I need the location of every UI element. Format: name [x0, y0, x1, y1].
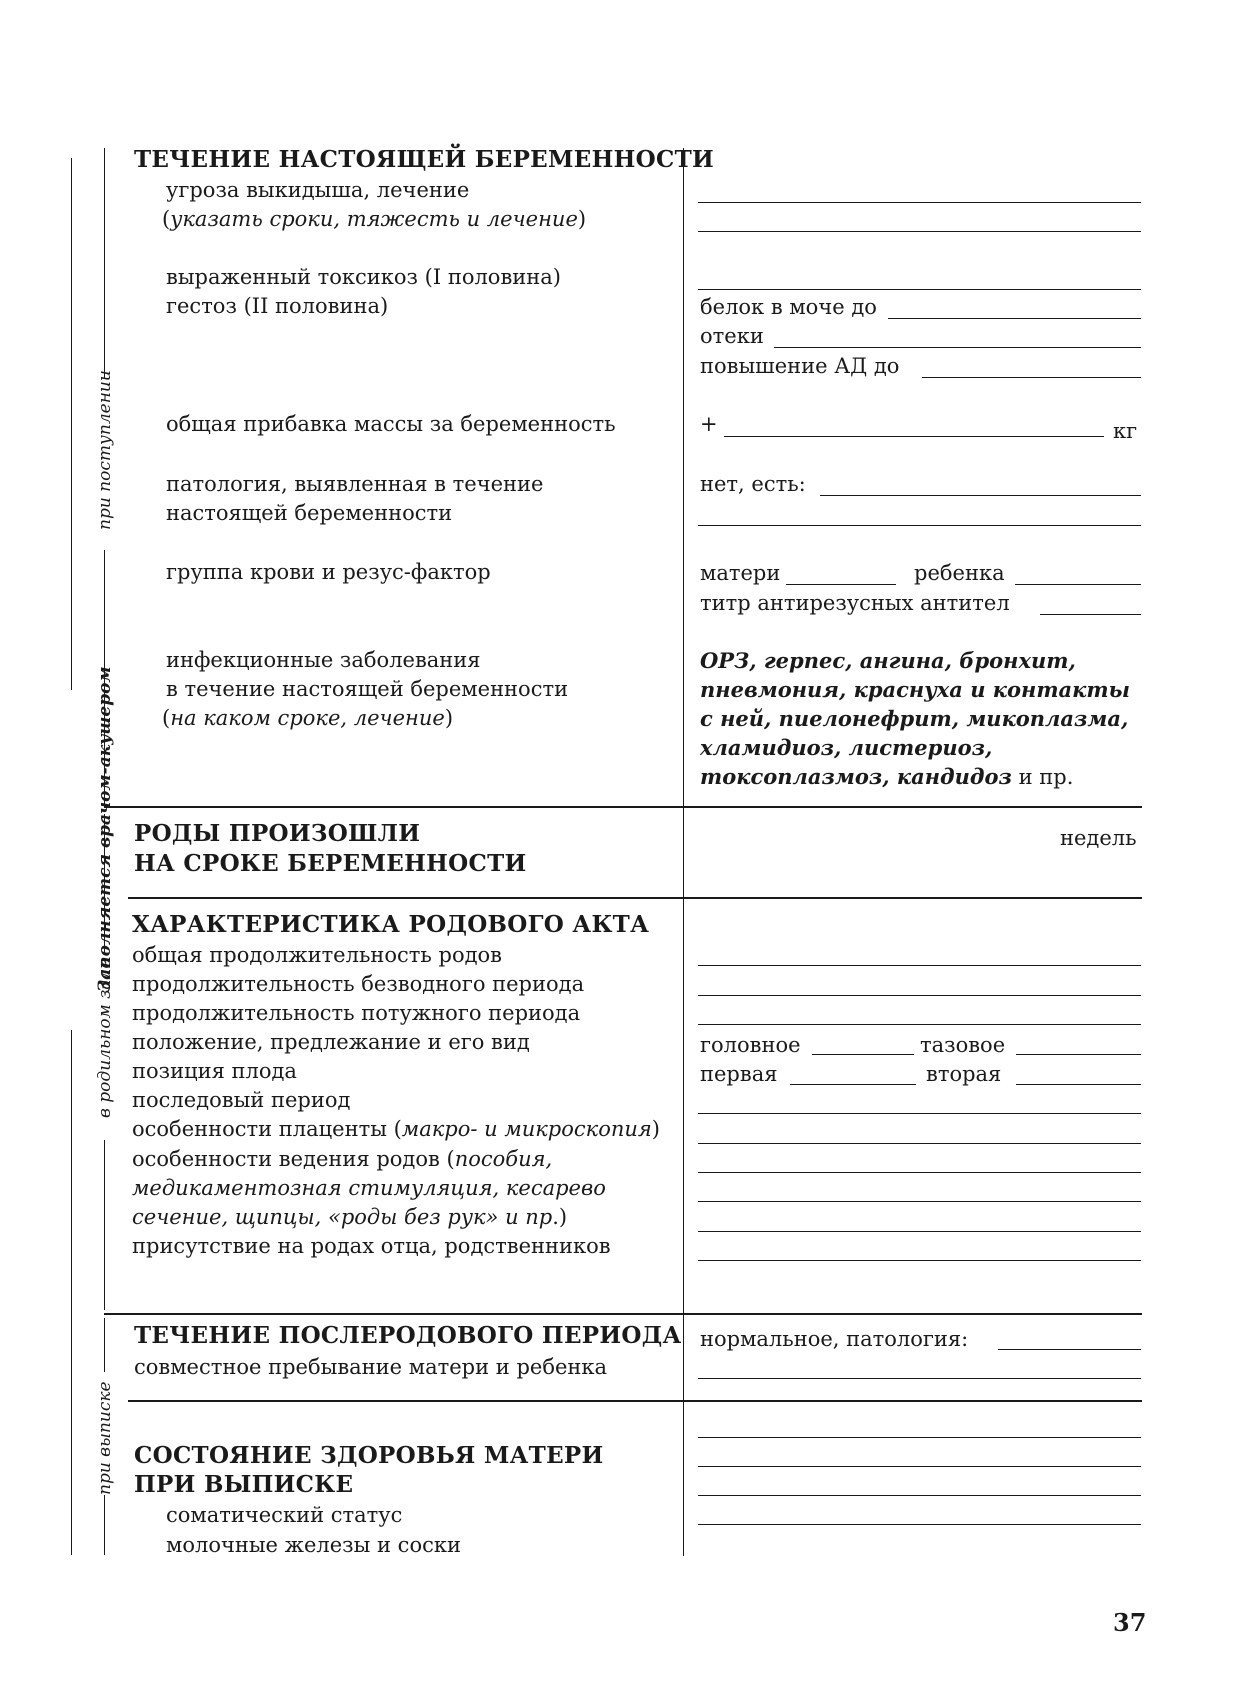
- mother-label: матери: [700, 561, 781, 585]
- inner-vertical-rule-4: [104, 1140, 105, 1310]
- mammary-label: молочные железы и соски: [166, 1533, 461, 1557]
- second-field-line[interactable]: [1016, 1084, 1141, 1085]
- section-title-discharge-line-1: СОСТОЯНИЕ ЗДОРОВЬЯ МАТЕРИ: [134, 1442, 604, 1469]
- pathology-label-1: патология, выявленная в течение: [166, 472, 544, 496]
- waterless-label: продолжительность безводного периода: [132, 972, 585, 996]
- first-field-line[interactable]: [790, 1084, 916, 1085]
- edema-label: отеки: [700, 324, 764, 348]
- weight-gain-field-line[interactable]: [724, 436, 1104, 437]
- section-separator-2: [128, 897, 1142, 899]
- gestosis-label: гестоз (II половина): [166, 294, 389, 318]
- kg-unit: кг: [1113, 419, 1138, 443]
- somatic-label: соматический статус: [166, 1503, 403, 1527]
- section-separator-3: [104, 1313, 1142, 1315]
- infection-label-2: в течение настоящей беременности: [166, 677, 569, 701]
- toxicosis-field-line[interactable]: [698, 289, 1141, 290]
- waterless-field-line[interactable]: [698, 995, 1141, 996]
- total-duration-field-line[interactable]: [698, 965, 1141, 966]
- inner-vertical-rule-2: [104, 550, 105, 806]
- section-title-term-line-1: РОДЫ ПРОИЗОШЛИ: [134, 820, 421, 847]
- management-field-line-1[interactable]: [698, 1172, 1141, 1173]
- management-field-line-3[interactable]: [698, 1231, 1141, 1232]
- management-field-line-2[interactable]: [698, 1201, 1141, 1202]
- position-label: положение, предлежание и его вид: [132, 1030, 530, 1054]
- outer-vertical-rule-bottom: [71, 1030, 72, 1555]
- inner-vertical-rule-5: [104, 1318, 105, 1372]
- section-separator-4: [128, 1400, 1142, 1402]
- pelvic-field-line[interactable]: [1016, 1054, 1141, 1055]
- fetus-position-label: позиция плода: [132, 1059, 297, 1083]
- management-label-2: медикаментозная стимуляция, кесарево: [132, 1176, 606, 1200]
- section-title-pregnancy: ТЕЧЕНИЕ НАСТОЯЩЕЙ БЕРЕМЕННОСТИ: [134, 146, 715, 173]
- child-blood-field-line[interactable]: [1015, 584, 1141, 585]
- placenta-label: особенности плаценты (макро- и микроскопия): [132, 1117, 660, 1141]
- protein-label: белок в моче до: [700, 295, 877, 319]
- normal-pathology-label: нормальное, патология:: [700, 1327, 969, 1351]
- second-label: вторая: [926, 1062, 1002, 1086]
- pushing-label: продолжительность потужного периода: [132, 1001, 581, 1025]
- inner-vertical-rule-3: [104, 814, 105, 954]
- side-label-admission: при поступлении: [95, 370, 115, 530]
- infection-list-3: с ней, пиелонефрит, микоплазма,: [700, 706, 1129, 731]
- inner-vertical-rule-6: [104, 1495, 105, 1555]
- threat-field-line-2[interactable]: [698, 231, 1141, 232]
- column-divider: [683, 148, 684, 1556]
- no-yes-label: нет, есть:: [700, 472, 806, 496]
- section-separator-1: [104, 806, 1142, 808]
- page-number: 37: [1113, 1608, 1147, 1637]
- infection-list-5: токсоплазмоз, кандидоз и пр.: [700, 764, 1074, 789]
- discharge-field-line-2[interactable]: [698, 1466, 1141, 1467]
- outer-vertical-rule-top: [71, 158, 72, 690]
- pathology-label-2: настоящей беременности: [166, 501, 453, 525]
- threat-field-line-1[interactable]: [698, 202, 1141, 203]
- bp-field-line[interactable]: [922, 377, 1141, 378]
- discharge-field-line-4[interactable]: [698, 1524, 1141, 1525]
- postpartum-field-line-1[interactable]: [998, 1349, 1141, 1350]
- side-label-main: Заполняется врачом-акушером: [95, 666, 115, 992]
- discharge-field-line-3[interactable]: [698, 1495, 1141, 1496]
- presence-label: присутствие на родах отца, родственников: [132, 1234, 611, 1258]
- infection-label-3: (на каком сроке, лечение): [162, 706, 454, 730]
- infection-list-1: ОРЗ, герпес, ангина, бронхит,: [700, 648, 1076, 673]
- side-label-discharge: при выписке: [95, 1381, 115, 1495]
- threat-note: (указать сроки, тяжесть и лечение): [162, 207, 587, 231]
- placenta-field-line[interactable]: [698, 1143, 1141, 1144]
- threat-label: угроза выкидыша, лечение: [166, 178, 470, 202]
- section-title-postpartum: ТЕЧЕНИЕ ПОСЛЕРОДОВОГО ПЕРИОДА: [134, 1322, 682, 1349]
- inner-vertical-rule-1: [104, 148, 105, 378]
- section-title-term-line-2: НА СРОКЕ БЕРЕМЕННОСТИ: [134, 850, 527, 877]
- head-field-line[interactable]: [812, 1054, 914, 1055]
- section-title-labor: ХАРАКТЕРИСТИКА РОДОВОГО АКТА: [132, 911, 650, 938]
- edema-field-line[interactable]: [774, 347, 1141, 348]
- discharge-field-line-1[interactable]: [698, 1437, 1141, 1438]
- afterbirth-label: последовый период: [132, 1088, 351, 1112]
- pelvic-label: тазовое: [920, 1033, 1006, 1057]
- protein-field-line[interactable]: [888, 318, 1141, 319]
- pathology-field-line-2[interactable]: [698, 525, 1141, 526]
- infection-label-1: инфекционные заболевания: [166, 648, 481, 672]
- mother-blood-field-line[interactable]: [786, 584, 896, 585]
- management-label-1: особенности ведения родов (пособия,: [132, 1147, 553, 1171]
- presence-field-line[interactable]: [698, 1260, 1141, 1261]
- pathology-field-line-1[interactable]: [820, 495, 1141, 496]
- child-label: ребенка: [914, 561, 1005, 585]
- head-label: головное: [700, 1033, 801, 1057]
- plus-sign: +: [700, 412, 718, 436]
- total-duration-label: общая продолжительность родов: [132, 943, 502, 967]
- titer-field-line[interactable]: [1040, 614, 1141, 615]
- cohabitation-label: совместное пребывание матери и ребенка: [134, 1355, 608, 1379]
- afterbirth-field-line[interactable]: [698, 1113, 1141, 1114]
- bp-label: повышение АД до: [700, 354, 900, 378]
- postpartum-field-line-2[interactable]: [698, 1378, 1141, 1379]
- blood-group-label: группа крови и резус-фактор: [166, 560, 491, 584]
- infection-list-2: пневмония, краснуха и контакты: [700, 677, 1130, 702]
- management-label-3: сечение, щипцы, «роды без рук» и пр.): [132, 1205, 568, 1229]
- pushing-field-line[interactable]: [698, 1024, 1141, 1025]
- titer-label: титр антирезусных антител: [700, 591, 1010, 615]
- weight-gain-label: общая прибавка массы за беременность: [166, 412, 616, 436]
- infection-list-4: хламидиоз, листериоз,: [700, 735, 993, 760]
- first-label: первая: [700, 1062, 778, 1086]
- toxicosis-label: выраженный токсикоз (I половина): [166, 265, 561, 289]
- weeks-unit: недель: [1060, 826, 1137, 850]
- section-title-discharge-line-2: ПРИ ВЫПИСКЕ: [134, 1471, 354, 1498]
- side-label-delivery: в родильном зале: [95, 958, 115, 1118]
